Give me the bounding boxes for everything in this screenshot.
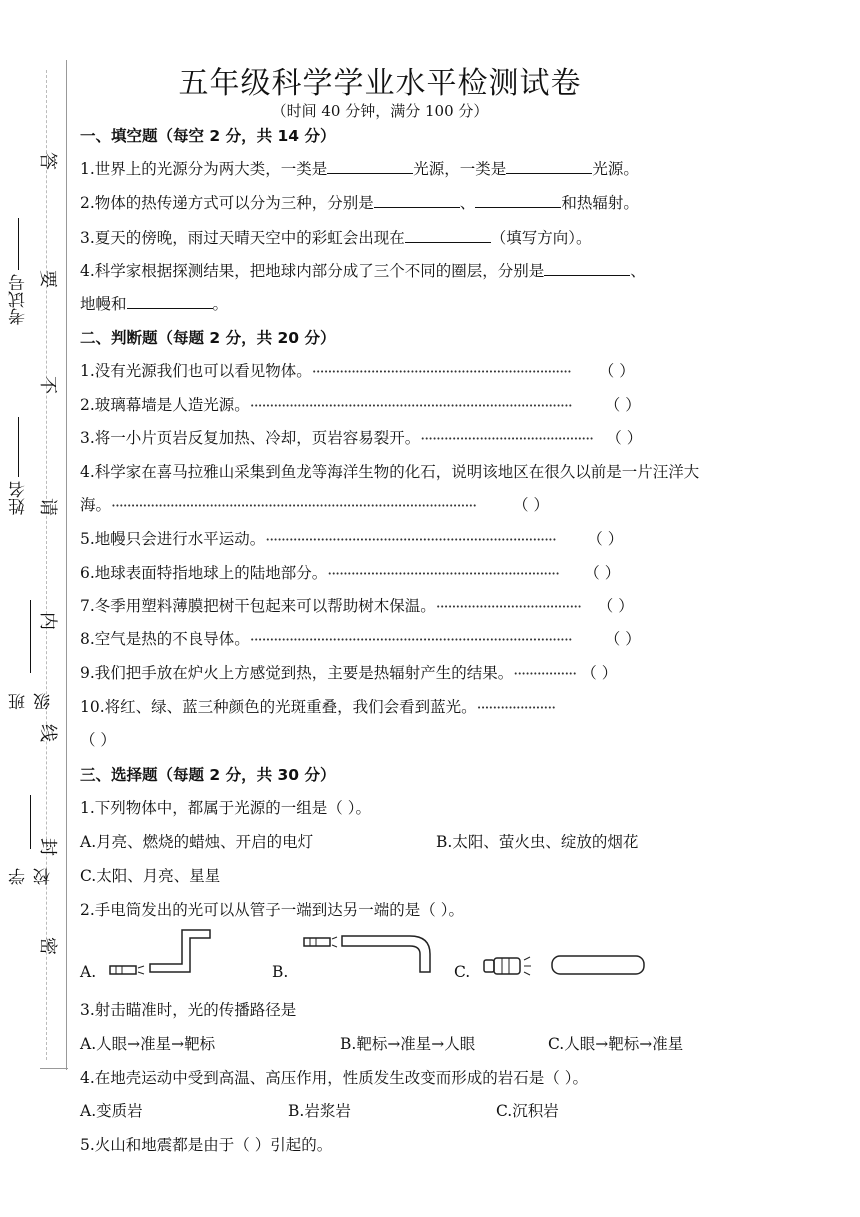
question-text: 5.地幔只会进行水平运动。 <box>80 530 266 548</box>
mc-option-1a[interactable]: A.月亮、燃烧的蜡烛、开启的电灯 <box>80 833 314 851</box>
answer-paren[interactable]: （ ） <box>606 429 643 447</box>
answer-paren[interactable]: （ ） <box>513 496 549 514</box>
name-blank[interactable] <box>18 417 19 477</box>
answer-blank[interactable] <box>506 159 592 174</box>
answer-blank[interactable] <box>327 159 413 174</box>
tf-question-2 <box>80 393 641 415</box>
mc-option-4c[interactable]: C.沉积岩 <box>496 1102 559 1120</box>
mc-option-2a[interactable]: A. <box>80 963 97 981</box>
seal-char: 封 <box>40 835 58 856</box>
leader-dots: ············································ <box>420 430 594 448</box>
question-text: 10.将红、绿、蓝三种颜色的光斑重叠，我们会看到蓝光。 <box>80 698 477 716</box>
question-1-1 <box>80 157 639 179</box>
tf-question-4-cont <box>80 493 549 515</box>
seal-char: 线 <box>40 721 58 742</box>
tf-question-5 <box>80 527 623 549</box>
leader-dots: ·················································································· <box>249 631 572 649</box>
mc-option-3a[interactable]: A.人眼→准星→靶标 <box>80 1035 216 1053</box>
name-field[interactable] <box>6 415 31 515</box>
mc-option-3c[interactable]: C.人眼→靶标→准星 <box>548 1035 684 1053</box>
answer-paren[interactable]: （ ） <box>597 597 634 615</box>
tf-question-3 <box>80 426 642 448</box>
leader-dots: ·································································· <box>311 363 571 381</box>
question-text: 1.没有光源我们也可以看见物体。 <box>80 362 312 380</box>
question-1-3 <box>80 226 592 248</box>
seal-char: 要 <box>40 267 58 288</box>
question-text: 2.玻璃幕墙是人造光源。 <box>80 396 250 414</box>
leader-dots: ····························································································· <box>111 497 477 515</box>
seal-char: 密 <box>40 934 58 955</box>
mc-question-2: 2.手电筒发出的光可以从管子一端到达另一端的是（ ）。 <box>80 901 464 919</box>
question-1-4-cont <box>80 292 228 314</box>
answer-blank[interactable] <box>374 193 460 208</box>
seal-char: 内 <box>40 609 58 630</box>
seal-char: 不 <box>40 373 58 394</box>
answer-paren[interactable]: （ ） <box>581 664 618 682</box>
mc-question-4: 4.在地壳运动中受到高温、高压作用，性质发生改变而形成的岩石是（ ）。 <box>80 1069 588 1087</box>
leader-dots: ··························································· <box>327 565 559 583</box>
answer-paren[interactable]: （ ） <box>604 630 641 648</box>
question-text: 光源，一类是 <box>413 160 507 178</box>
flashlight-bent-pipe-illustration <box>106 926 218 982</box>
margin-border-bottom <box>40 1068 68 1069</box>
mc-option-1b[interactable]: B.太阳、萤火虫、绽放的烟花 <box>436 833 639 851</box>
tf-question-7 <box>80 594 634 616</box>
question-text: 8.空气是热的不良导体。 <box>80 630 250 648</box>
exam-number-label: 考试号 <box>9 274 29 325</box>
leader-dots: ················ <box>513 665 577 683</box>
tf-question-4 <box>80 460 699 482</box>
seal-char: 答 <box>40 149 58 170</box>
answer-blank[interactable] <box>127 294 213 309</box>
question-text: 2.物体的热传递方式可以分为三种，分别是 <box>80 194 374 212</box>
exam-number-field[interactable] <box>6 215 31 325</box>
question-text: （填写方向）。 <box>490 229 592 247</box>
question-text: 。 <box>212 295 229 313</box>
question-text: 3.将一小片页岩反复加热、冷却，页岩容易裂开。 <box>80 429 421 447</box>
question-text: 光源。 <box>592 160 639 178</box>
name-label: 姓名 <box>9 481 29 515</box>
answer-blank[interactable] <box>475 193 561 208</box>
class-blank[interactable] <box>31 600 32 673</box>
question-1-2 <box>80 191 639 213</box>
mc-option-4b[interactable]: B.岩浆岩 <box>288 1102 351 1120</box>
mc-question-5: 5.火山和地震都是由于（ ）引起的。 <box>80 1136 333 1154</box>
question-text: 地幔和 <box>80 295 127 313</box>
mc-option-1c[interactable]: C.太阳、月亮、星星 <box>80 867 221 885</box>
answer-paren[interactable]: （ ） <box>598 362 635 380</box>
question-text: 海。 <box>80 496 112 514</box>
flashlight-curved-pipe-illustration <box>300 928 440 978</box>
tf-question-9 <box>80 661 617 683</box>
school-label: 学校 <box>9 868 54 885</box>
section-heading-fill-blank: 一、填空题（每空 2 分，共 14 分） <box>80 127 336 145</box>
mc-question-1: 1.下列物体中，都属于光源的一组是（ ）。 <box>80 799 371 817</box>
leader-dots: ····································· <box>435 598 582 616</box>
exam-number-blank[interactable] <box>18 218 19 270</box>
answer-blank[interactable] <box>544 261 630 276</box>
class-label: 班级 <box>9 693 54 710</box>
question-text: 和热辐射。 <box>561 194 639 212</box>
mc-question-3: 3.射击瞄准时，光的传播路径是 <box>80 1001 297 1019</box>
seal-char: 请 <box>40 495 58 516</box>
tf-question-1 <box>80 359 635 381</box>
question-text: 3.夏天的傍晚，雨过天晴天空中的彩虹会出现在 <box>80 229 405 247</box>
question-text: 9.我们把手放在炉火上方感觉到热，主要是热辐射产生的结果。 <box>80 664 514 682</box>
section-heading-true-false: 二、判断题（每题 2 分，共 20 分） <box>80 329 336 347</box>
answer-paren[interactable]: （ ） <box>604 396 641 414</box>
mc-option-2c[interactable]: C. <box>454 963 471 981</box>
tf-question-8 <box>80 627 641 649</box>
answer-paren[interactable]: （ ） <box>587 530 624 548</box>
mc-option-3b[interactable]: B.靶标→准星→人眼 <box>340 1035 476 1053</box>
page-title: 五年级科学学业水平检测试卷 <box>178 66 582 101</box>
question-text: 、 <box>630 262 646 280</box>
seal-line <box>46 70 47 1060</box>
question-text: 6.地球表面特指地球上的陆地部分。 <box>80 564 328 582</box>
flashlight-straight-pipe-illustration <box>482 950 648 980</box>
tf-question-10 <box>80 695 563 717</box>
tf-question-10-paren <box>80 728 116 750</box>
page-subtitle: （时间 40 分钟，满分 100 分） <box>271 102 489 120</box>
question-text: 4.科学家根据探测结果，把地球内部分成了三个不同的圈层，分别是 <box>80 262 545 280</box>
question-text: 1.世界上的光源分为两大类，一类是 <box>80 160 328 178</box>
question-text: 、 <box>459 194 476 212</box>
section-heading-multiple-choice: 三、选择题（每题 2 分，共 30 分） <box>80 766 336 784</box>
leader-dots: ·················································································· <box>249 397 572 415</box>
leader-dots: ···················· <box>476 699 556 717</box>
question-1-4 <box>80 259 646 281</box>
mc-option-2b[interactable]: B. <box>272 963 289 981</box>
question-text: 7.冬季用塑料薄膜把树干包起来可以帮助树木保温。 <box>80 597 436 615</box>
margin-border <box>66 60 67 1070</box>
answer-blank[interactable] <box>405 228 491 243</box>
leader-dots: ·········································································· <box>265 531 556 549</box>
question-text: 4.科学家在喜马拉雅山采集到鱼龙等海洋生物的化石，说明该地区在很久以前是一片汪洋大 <box>80 463 700 481</box>
answer-paren[interactable]: （ ） <box>80 731 116 749</box>
school-blank[interactable] <box>31 795 32 849</box>
answer-paren[interactable]: （ ） <box>584 564 621 582</box>
tf-question-6 <box>80 561 620 583</box>
mc-option-4a[interactable]: A.变质岩 <box>80 1102 143 1120</box>
